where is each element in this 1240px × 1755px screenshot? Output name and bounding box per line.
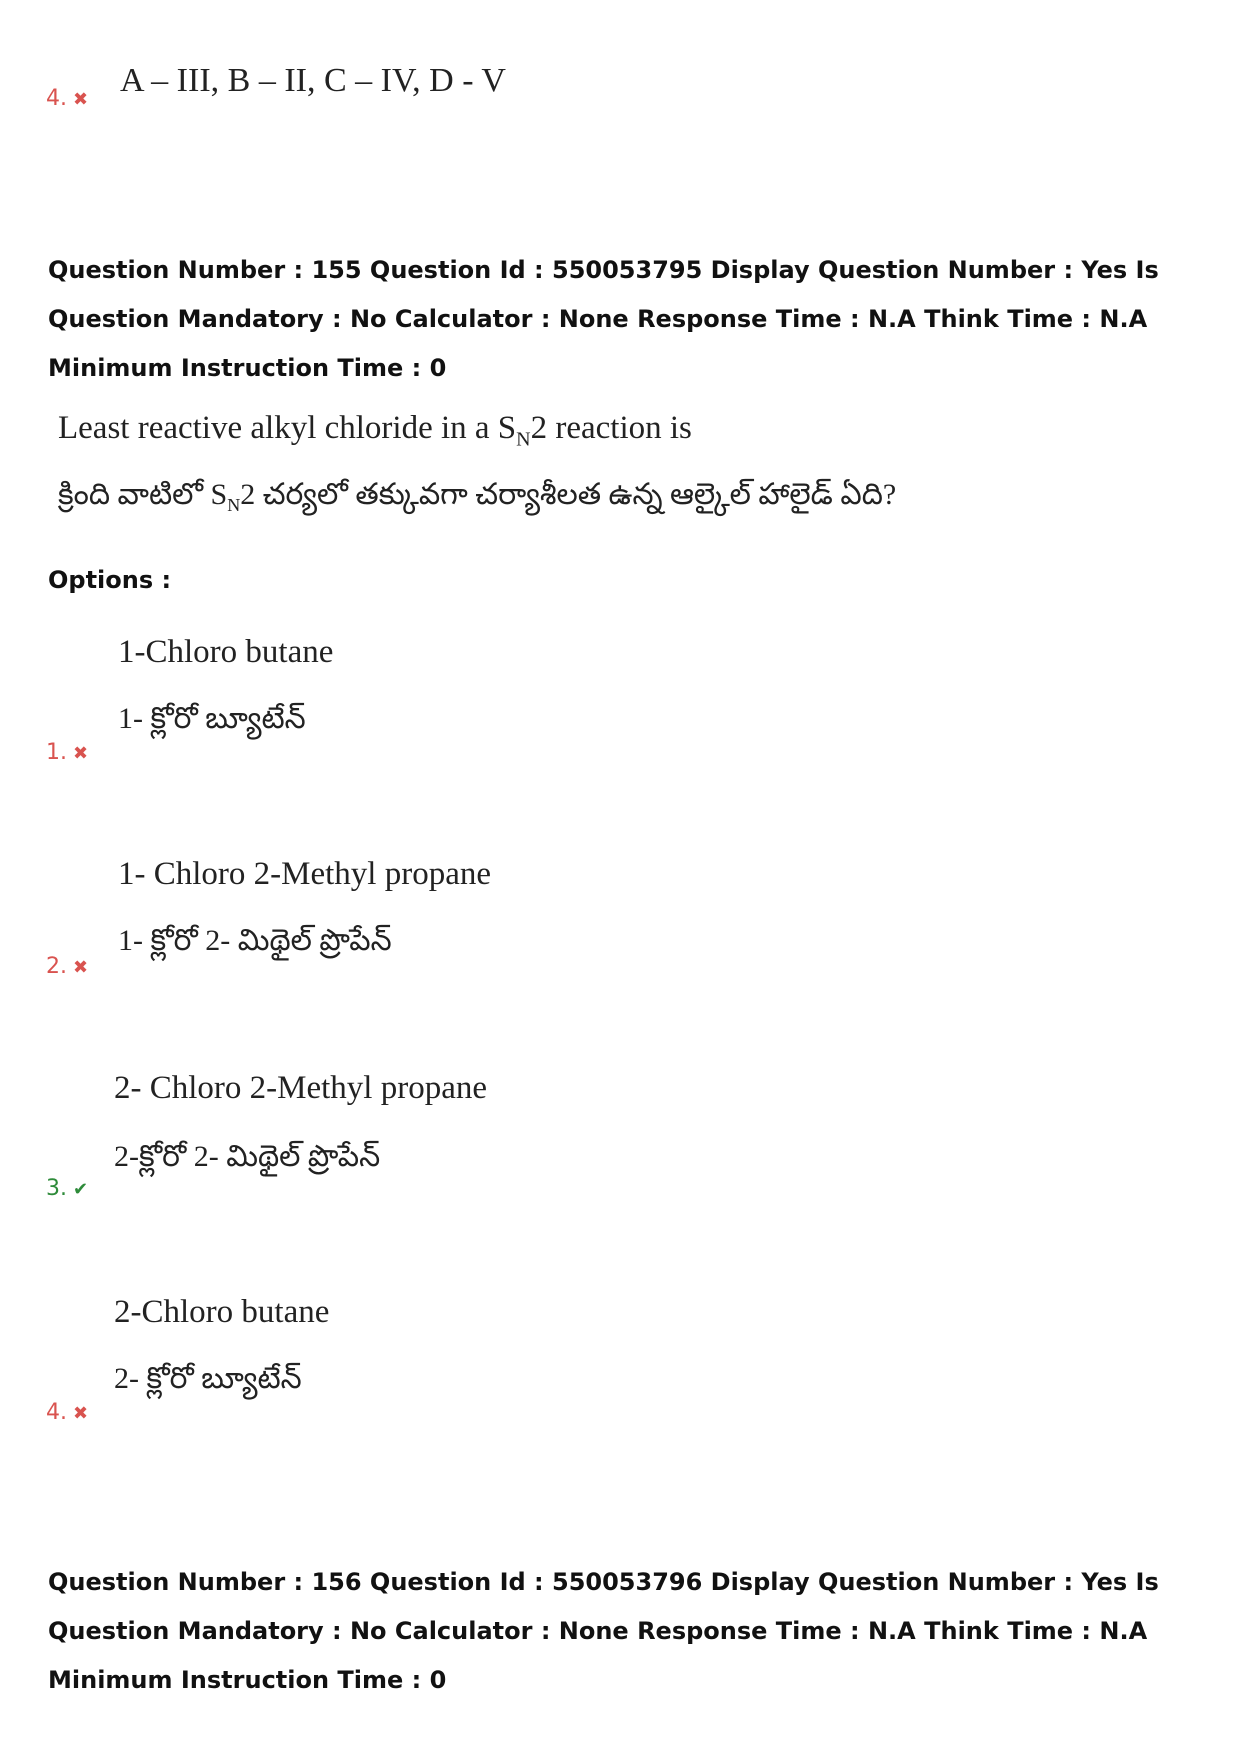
- question-155-meta: Question Number : 155 Question Id : 550053795 Display Question Number : Yes Is Question Mandatory : No Calculator : None Response Time : N.A Think Time : N.A Minimum Instruction Time : 0: [48, 256, 1159, 382]
- option-2-text-te: 1- క్లోరో 2- మిథైల్ ప్రొపేన్: [118, 924, 392, 957]
- options-label: Options :: [48, 566, 172, 594]
- option-3-number: 3. ✔: [46, 1176, 89, 1201]
- option-2-number: 2. ✖: [46, 954, 89, 979]
- option-3-text-te: 2-క్లోరో 2- మిథైల్ ప్రొపేన్: [114, 1140, 381, 1173]
- wrong-mark-icon: ✖: [73, 89, 89, 110]
- option-4-text: A – III, B – II, C – IV, D - V: [120, 62, 506, 99]
- option-4-text-te: 2- క్లోరో బ్యూటేన్: [114, 1362, 302, 1395]
- option-2-text-en: 1- Chloro 2-Methyl propane: [118, 856, 492, 892]
- question-156-meta: Question Number : 156 Question Id : 550053796 Display Question Number : Yes Is Question Mandatory : No Calculator : None Response Time : N.A Think Time : N.A Minimum Instruction Time : 0: [48, 1568, 1159, 1694]
- option-1-text-en: 1-Chloro butane: [118, 634, 334, 670]
- option-1-number: 1. ✖: [46, 740, 89, 765]
- correct-check-icon: ✔: [73, 1179, 89, 1200]
- wrong-mark-icon: ✖: [73, 743, 89, 764]
- option-3-text-en: 2- Chloro 2-Methyl propane: [114, 1070, 488, 1106]
- wrong-mark-icon: ✖: [73, 1403, 89, 1424]
- option-4-number: 4. ✖: [46, 86, 89, 111]
- question-155-text-en: Least reactive alkyl chloride in a $S_N2$ reaction is: [58, 410, 692, 451]
- option-4-number: 4. ✖: [46, 1400, 89, 1425]
- option-4-text-en: 2-Chloro butane: [114, 1294, 330, 1330]
- question-155-text-te: క్రింది వాటిలో $S_N2$ చర్యలో తక్కువగా చర్యాశీలత ఉన్న ఆల్కైల్ హాలైడ్ ఏది?: [58, 478, 897, 515]
- option-1-text-te: 1- క్లోరో బ్యూటేన్: [118, 702, 306, 735]
- wrong-mark-icon: ✖: [73, 957, 89, 978]
